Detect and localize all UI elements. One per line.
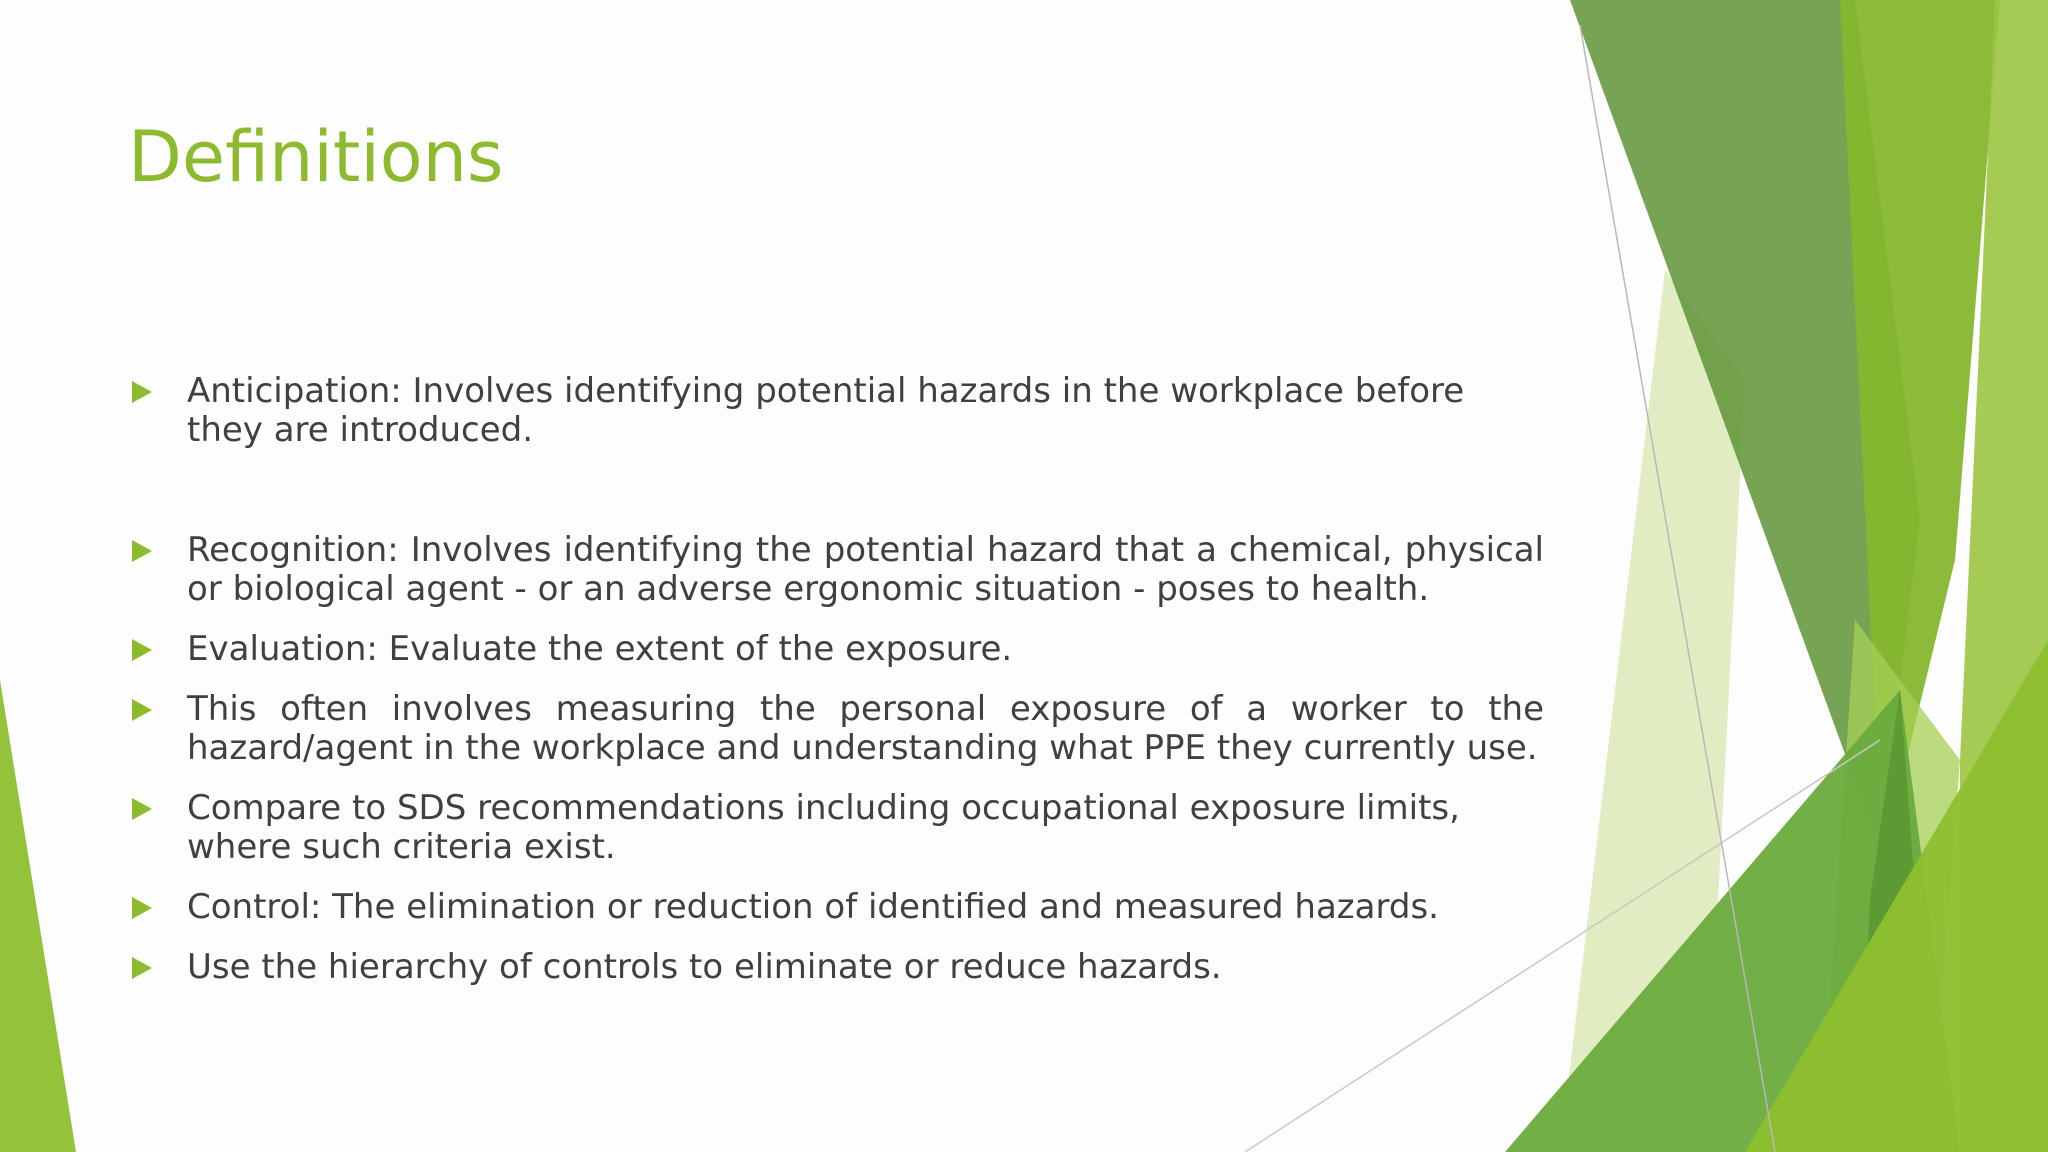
bullet-arrow-icon	[132, 381, 152, 403]
bullet-arrow-icon	[132, 897, 152, 919]
bullet-item-measuring	[132, 690, 1544, 768]
bullet-list	[132, 372, 1544, 1008]
bullet-text: Compare to SDS recommendations including occupational exposure limits, where such criteria exist.	[187, 788, 1460, 867]
left-lime-sliver	[0, 680, 76, 1152]
bullet-arrow-icon	[132, 957, 152, 979]
bullet-arrow-icon	[132, 540, 152, 562]
bullet-text: Use the hierarchy of controls to eliminate or reduce hazards.	[187, 947, 1222, 987]
bullet-text: Anticipation: Involves identifying potential hazards in the workplace before they are introduced.	[187, 371, 1465, 450]
bullet-item-recognition	[132, 531, 1544, 609]
bullet-arrow-icon	[132, 639, 152, 661]
bullet-text: Recognition: Involves identifying the potential hazard that a chemical, physical or biological agent - or an adverse ergonomic situation - poses to health.	[187, 530, 1544, 609]
bullet-item-anticipation	[132, 372, 1544, 450]
bullet-arrow-icon	[132, 798, 152, 820]
bullet-text: Evaluation: Evaluate the extent of the exposure.	[187, 629, 1013, 669]
bullet-text: This often involves measuring the personal exposure of a worker to the hazard/agent in the workplace and understanding what PPE they currently use.	[187, 689, 1544, 768]
bullet-text: Control: The elimination or reduction of identified and measured hazards.	[187, 887, 1439, 927]
bullet-item-hierarchy	[132, 948, 1544, 987]
bullet-item-compare	[132, 789, 1544, 867]
bullet-item-control	[132, 888, 1544, 927]
bullet-arrow-icon	[132, 699, 152, 721]
slide-title: Definitions	[128, 116, 504, 198]
bullet-item-evaluation	[132, 630, 1544, 669]
